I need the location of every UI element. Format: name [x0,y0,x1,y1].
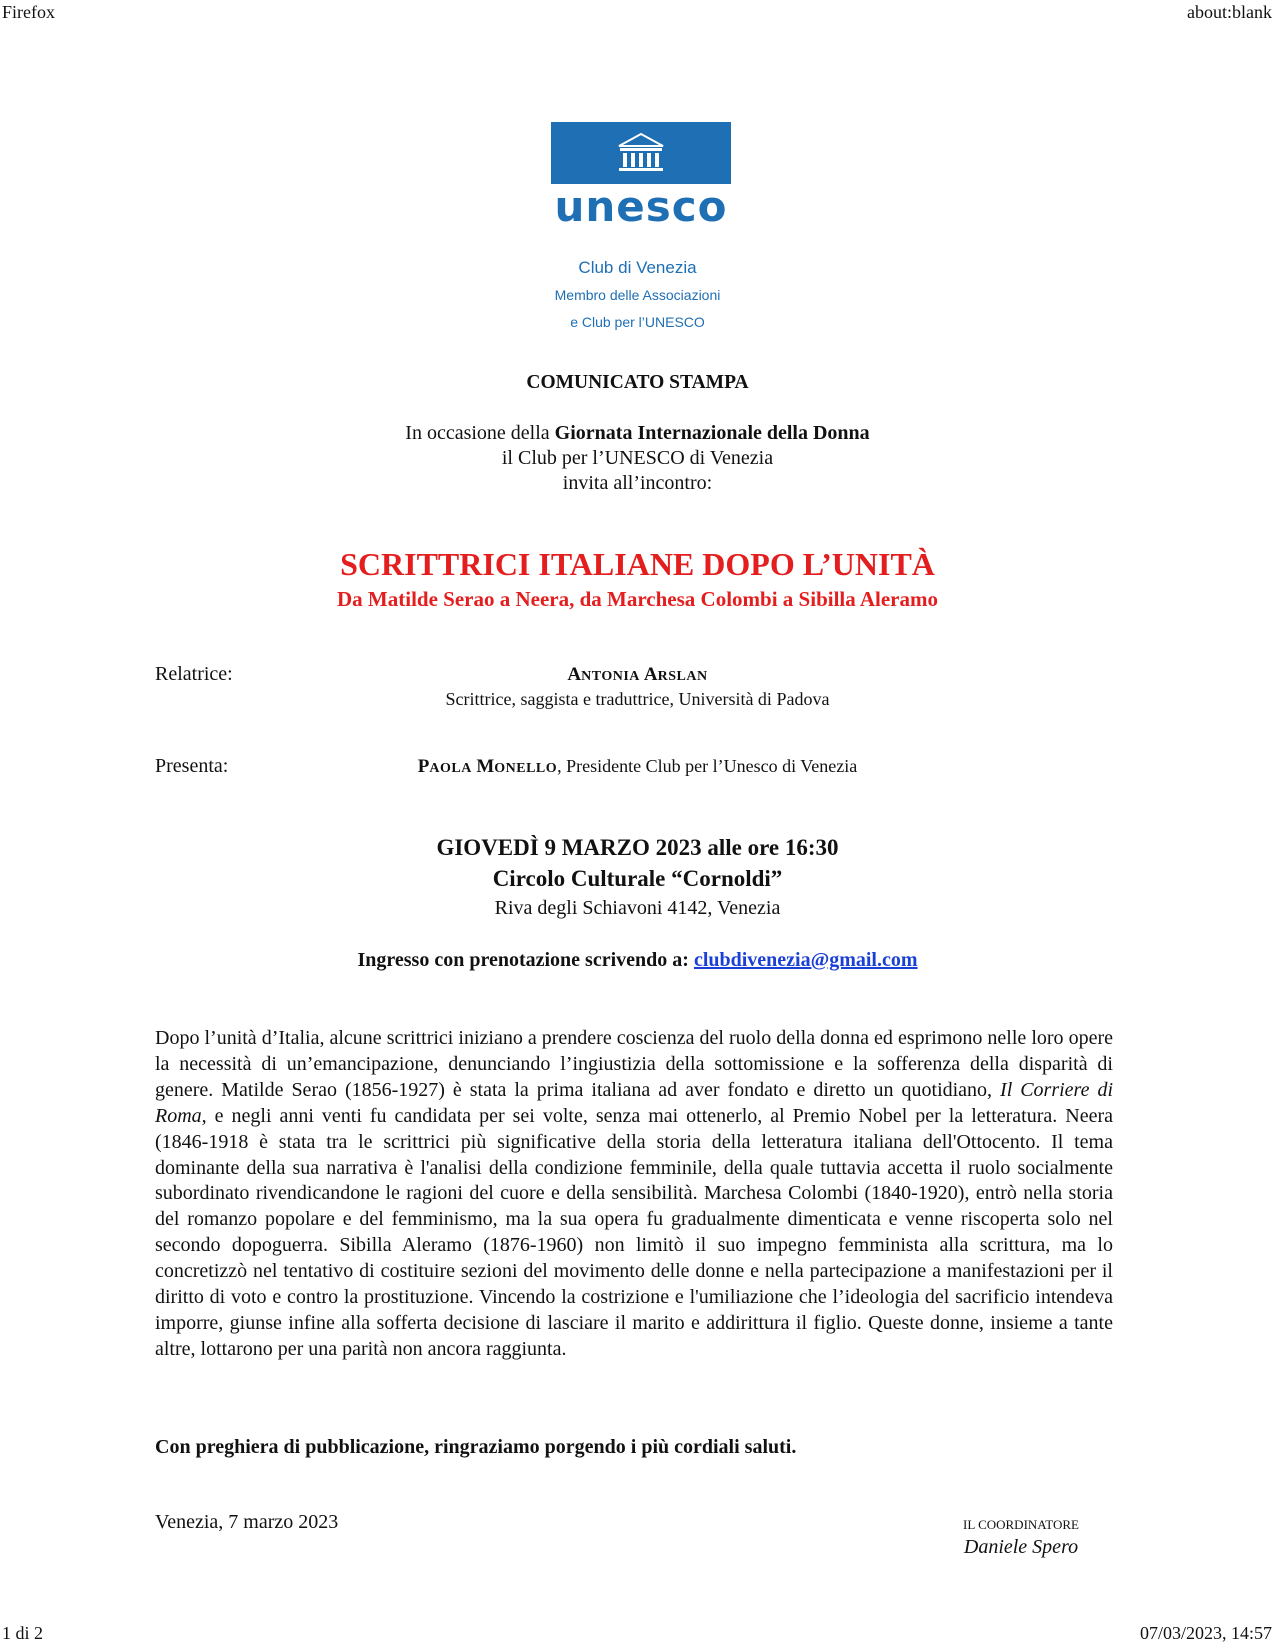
signature-name: Daniele Spero [963,1536,1079,1558]
event-title: SCRITTRICI ITALIANE DOPO L’UNITÀ [340,546,935,582]
newspaper-title: Il Corriere di Roma [155,1078,1114,1127]
body-part-1: Dopo l’unità d’Italia, alcune scrittrici iniziano a prendere coscienza del ruolo della donna ed esprimono nelle loro opere la necessità di un’emancipazione, denunciando l’ingiustizia della sottomissione e la sofferenza della disparità di genere. Matilde Serao (1856-1927) è stata la prima italiana ad aver fondato e diretto un quotidiano, [155,1027,1113,1101]
app-name: Firefox [2,2,55,22]
venue-address: Riva degli Schiavoni 4142, Venezia [494,897,781,919]
intro-line-3: invita all’incontro: [562,472,713,494]
presenter-label: Presenta: [155,755,229,777]
venue-name: Circolo Culturale “Cornoldi” [492,866,783,891]
presenter-first-initial: P [417,756,430,777]
speaker-role: Scrittrice, saggista e traduttrice, Università di Padova [445,689,830,709]
presenter-last-initial: M [476,756,495,777]
speaker-label: Relatrice: [155,663,233,685]
unesco-logo [551,122,731,244]
logo-band [551,122,731,184]
body-part-2: , e negli anni venti fu candidata per sei volte, senza mai ottenerlo, al Premio Nobel per la letteratura. Neera (1846-1918 è stata tra le scrittrici più significative della storia della letteratura italiana dell'Ottocento. Il tema dominante della sua narrativa è l'analisi della condizione femminile, della quale tuttavia accetta il ruolo socialmente subordinato rivendicandone le ragioni del cuore e della sensibilità. Marchesa Colombi (1840-1920), entrò nella storia del romanzo popolare e del femminismo, ma la sua opera fu gradualmente dimenticata e venne riscoperta solo nel secondo dopoguerra. Sibilla Aleramo (1876-1960) non limitò il suo impegno femminista alla scrittura, ma lo concretizzò nel tentativo di costituire sezioni del movimento delle donne e nella partecipazione a manifestazioni per il diritto di voto e contro la prostituzione. Vincendo la costrizione e l'umiliazione che l’ideologia del sacrificio intendeva imporre, giunse infine alla sofferta decisione di lasciare il marito e addirittura il figlio. Queste donne, insieme a tante altre, lottarono per una parità non ancora raggiunta. [155,1104,1113,1360]
signature-title: IL COORDINATORE [963,1517,1079,1532]
speaker-last-rest: RSLAN [657,669,708,684]
place-date: Venezia, 7 marzo 2023 [155,1511,339,1533]
presenter-role: , Presidente Club per l’Unesco di Venezia [557,756,858,776]
presenter-last-rest: ONELLO [494,761,558,776]
press-release-heading: COMUNICATO STAMPA [526,372,749,393]
member-line-1: Membro delle Associazioni [554,287,721,303]
booking-prefix: Ingresso con prenotazione scrivendo a: [357,949,694,971]
booking-email-link[interactable]: clubdivenezia@gmail.com [693,949,918,971]
intro-line-1 [0,422,1275,445]
body-paragraph [155,1026,1113,1363]
speaker-first-rest: NTONIA [581,669,640,684]
speaker-first-initial: A [567,664,582,685]
event-date: GIOVEDÌ 9 MARZO 2023 alle ore 16:30 [436,835,839,860]
intro-line-2: il Club per l’UNESCO di Venezia [501,447,774,469]
print-timestamp: 07/03/2023, 14:57 [1139,1623,1272,1643]
logo-wordmark: unesco [554,182,728,231]
intro-bold: Giornata Internazionale della Donna [554,422,870,444]
event-subtitle: Da Matilde Serao a Neera, da Marchesa Colombi a Sibilla Aleramo [337,587,938,611]
speaker-last-initial: A [643,664,658,685]
club-name: Club di Venezia [578,258,697,277]
member-line-2: e Club per l’UNESCO [570,314,705,330]
page-counter: 1 di 2 [2,1623,44,1643]
intro-prefix: In occasione della [405,422,555,444]
booking-line [0,949,1275,972]
page-url: about:blank [1187,2,1272,22]
unesco-temple-icon [615,132,667,174]
speaker-name [0,664,1275,686]
presenter-first-rest: AOLA [429,761,472,776]
closing-line: Con preghiera di pubblicazione, ringraziamo porgendo i più cordiali saluti. [155,1436,797,1458]
presenter-line [0,756,1275,778]
